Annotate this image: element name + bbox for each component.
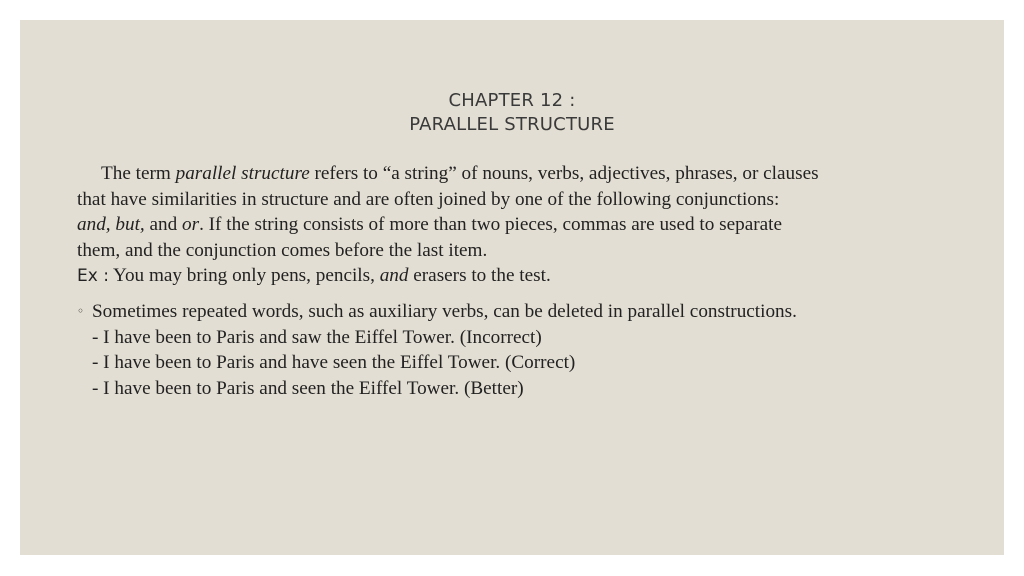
example-line (77, 263, 907, 290)
paragraph-line-1 (77, 161, 907, 187)
title-line-1: CHAPTER 12 : (448, 90, 576, 111)
conjunction-emphasis: and, but, (77, 214, 145, 236)
slide-title (20, 89, 1004, 137)
paragraph-line-2: that have similarities in structure and are often joined by one of the following conjunctions: (77, 188, 780, 210)
definition-paragraph (77, 161, 907, 290)
paragraph-text: . If the string consists of more than two pieces, commas are used to separate (199, 214, 782, 236)
bullet-list (77, 299, 907, 401)
conjunction-emphasis: or (182, 214, 200, 236)
title-line-2: PARALLEL STRUCTURE (409, 114, 615, 135)
example-emphasis: and (379, 265, 409, 287)
list-item (77, 299, 907, 325)
example-text: erasers to the test. (408, 265, 551, 287)
example-text: You may bring only pens, pencils, (108, 265, 380, 287)
sub-example-correct: - I have been to Paris and have seen the Eiffel Tower. (Correct) (92, 352, 576, 374)
bullet-circle-icon: ◦ (77, 303, 85, 318)
paragraph-line-4: them, and the conjunction comes before the last item. (77, 239, 488, 261)
example-label: Ex : (77, 266, 109, 287)
bullet-text: Sometimes repeated words, such as auxiliary verbs, can be deleted in parallel constructions. (92, 300, 797, 322)
slide-body (77, 161, 907, 401)
sub-example-incorrect: - I have been to Paris and saw the Eiffel Tower. (Incorrect) (92, 326, 542, 348)
term-emphasis: parallel structure (175, 163, 310, 184)
paragraph-text: and (144, 214, 183, 236)
paragraph-text: The term (101, 163, 176, 184)
paragraph-text: refers to “a string” of nouns, verbs, adjectives, phrases, or clauses (309, 163, 819, 184)
sub-example-better: - I have been to Paris and seen the Eiffel Tower. (Better) (92, 377, 524, 399)
paragraph-line-3 (77, 212, 907, 238)
